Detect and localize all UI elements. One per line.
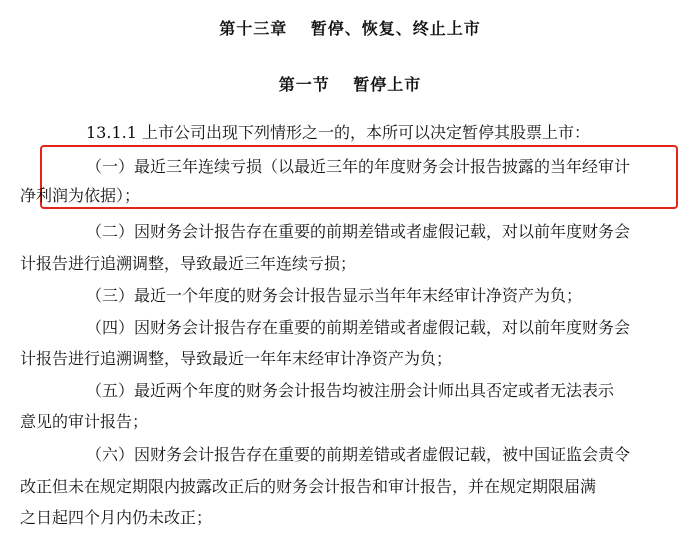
item-4-line-2: 计报告进行追溯调整，导致最近一年年末经审计净资产为负； (20, 349, 453, 368)
section-title: 第一节 暂停上市 (278, 75, 422, 94)
item-2-line-2: 计报告进行追溯调整，导致最近三年连续亏损； (20, 254, 357, 273)
item-1-line-2: 净利润为依据）； (20, 186, 141, 205)
item-3-line-1: （三）最近一个年度的财务会计报告显示当年年末经审计净资产为负； (86, 286, 583, 305)
item-6-line-2: 改正但未在规定期限内披露改正后的财务会计报告和审计报告，并在规定期限届满 (20, 477, 597, 496)
item-5-line-1: （五）最近两个年度的财务会计报告均被注册会计师出具否定或者无法表示 (86, 381, 615, 400)
item-6-line-1: （六）因财务会计报告存在重要的前期差错或者虚假记载，被中国证监会责令 (86, 445, 631, 464)
item-1-line-1: （一）最近三年连续亏损（以最近三年的年度财务会计报告披露的当年经审计 (86, 157, 631, 176)
item-5-line-2: 意见的审计报告； (20, 412, 149, 431)
chapter-title: 第十三章 暂停、恢复、终止上市 (219, 19, 481, 38)
item-6-line-3: 之日起四个月内仍未改正； (20, 508, 213, 527)
item-4-line-1: （四）因财务会计报告存在重要的前期差错或者虚假记载，对以前年度财务会 (86, 318, 631, 337)
article-intro: 13.1.1 上市公司出现下列情形之一的，本所可以决定暂停其股票上市： (86, 123, 590, 142)
item-2-line-1: （二）因财务会计报告存在重要的前期差错或者虚假记载，对以前年度财务会 (86, 222, 631, 241)
